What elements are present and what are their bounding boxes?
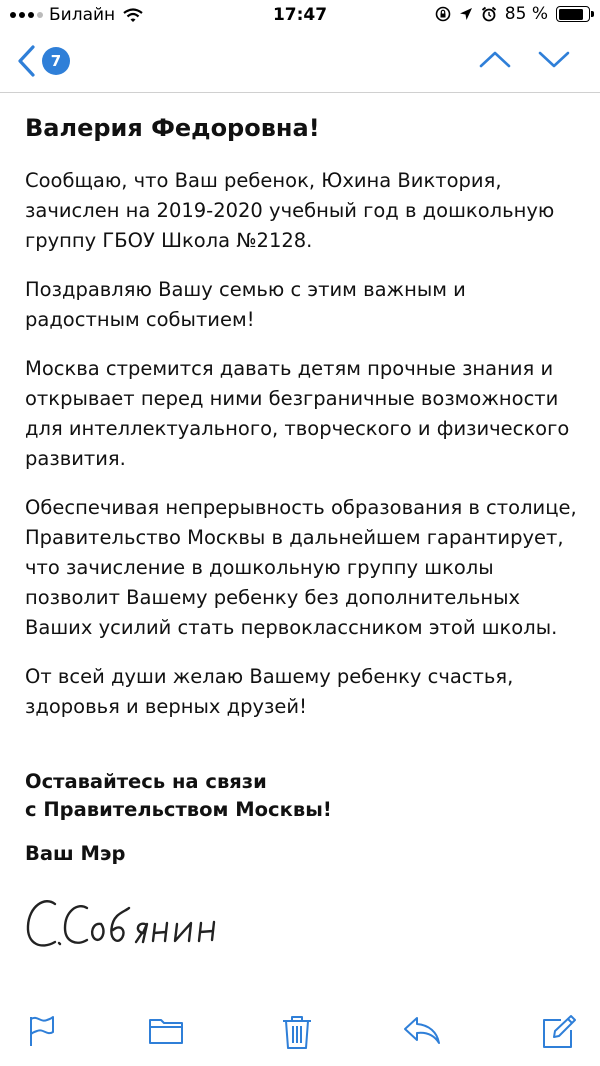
back-button[interactable] [16,44,70,78]
sign-label: Ваш Мэр [25,842,126,865]
bottom-toolbar [0,998,600,1066]
folder-icon[interactable] [148,1014,184,1046]
nav-divider [0,92,600,93]
signature [25,886,580,960]
compose-icon[interactable] [541,1014,577,1050]
paragraph: От всей души желаю Вашему ребенку счастья, здоровья и верных друзей! [25,665,514,718]
status-right [435,4,590,24]
chevron-up-icon[interactable] [478,48,512,70]
battery-icon [556,6,590,22]
status-time: 17:47 [272,5,328,25]
paragraph: Москва стремится давать детям прочные знания и открывает перед ними безграничные возможности для интеллектуального, творческого и физического развития. [25,357,570,470]
chevron-left-icon[interactable] [16,44,36,78]
closing [25,768,580,824]
rotation-lock-icon [435,6,451,22]
unread-count-badge: 7 [42,47,70,75]
reply-icon[interactable] [402,1014,442,1046]
paragraph: Сообщаю, что Ваш ребенок, Юхина Виктория, зачислен на 2019-2020 учебный год в дошкольную группу ГБОУ Школа №2128. [25,169,555,252]
alarm-icon [481,6,497,22]
battery-level [559,9,584,20]
trash-icon[interactable] [281,1014,313,1050]
chevron-down-icon[interactable] [537,48,571,70]
flag-icon[interactable] [27,1014,57,1048]
greeting: Валерия Федоровна! [25,114,320,142]
paragraph: Обеспечивая непрерывность образования в столице, Правительство Москвы в дальнейшем гарантирует, что зачисление в дошкольную группу школы позволит Вашему ребенку без дополнительных Ваших усилий стать первоклассником этой школы. [25,496,577,639]
closing-line: с Правительством Москвы! [25,798,332,821]
closing-line: Оставайтесь на связи [25,770,267,793]
location-arrow-icon [459,7,473,21]
nav-bar [0,38,600,84]
carrier-name: Билайн [49,5,116,25]
status-bar [0,0,600,32]
battery-percent: 85 % [504,4,548,24]
message-body [25,108,580,960]
paragraph: Поздравляю Вашу семью с этим важным и радостным событием! [25,278,466,331]
signature-image [25,886,255,956]
